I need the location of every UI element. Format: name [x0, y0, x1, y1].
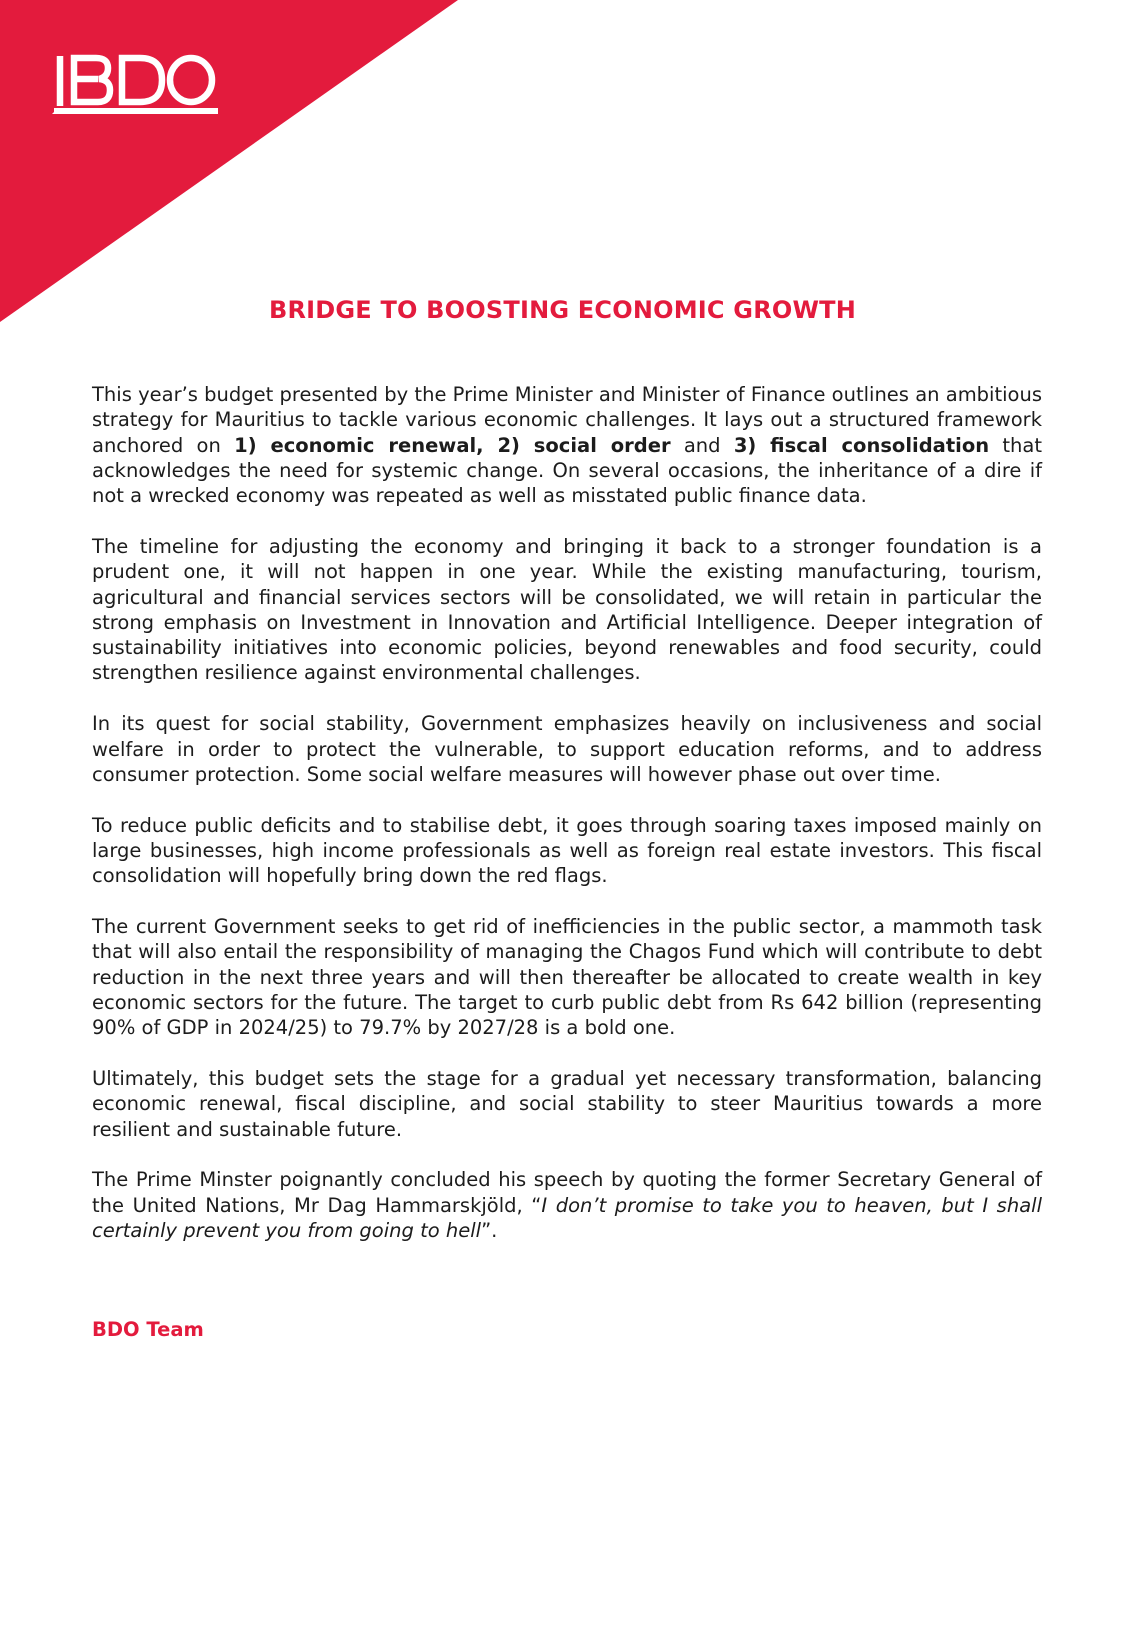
- page-title: BRIDGE TO BOOSTING ECONOMIC GROWTH: [268, 296, 857, 324]
- paragraph-deficits: To reduce public deficits and to stabilise debt, it goes through soaring taxes imposed mainly on large businesses, high income professionals as well as foreign real estate investors. This fiscal consolidation will hopefully bring down the red flags.: [92, 813, 1042, 888]
- text-run: This year’s budget presented by the Prime Minister and Minister of Finance outlines an ambitious strategy for Mauritius to tackle various economic challenges. It lays out a structured framework anchored on: [92, 383, 1042, 457]
- text-run: that acknowledges the need for systemic change. On several occasions, the inheritance of a dire if not a wrecked economy was repeated as well as misstated public finance data.: [92, 433, 1042, 508]
- bold-run: 3) fiscal consolidation: [733, 433, 990, 457]
- text-run: The Prime Minster poignantly concluded his speech by quoting the former Secretary General of the United Nations, Mr Dag Hammarskjöld, “: [92, 1168, 1042, 1217]
- bdo-logo: [52, 50, 222, 120]
- document-body: [92, 382, 1042, 1269]
- italic-quote: I don’t promise to take you to heaven, but I shall certainly prevent you from going to hell: [92, 1193, 1042, 1243]
- signature: BDO Team: [92, 1318, 204, 1341]
- paragraph-public-sector: The current Government seeks to get rid of inefficiencies in the public sector, a mammoth task that will also entail the responsibility of managing the Chagos Fund which will contribute to debt reduction in the next three years and will then thereafter be allocated to create wealth in key economic sectors for the future. The target to curb public debt from Rs 642 billion (representing 90% of GDP in 2024/25) to 79.7% by 2027/28 is a bold one.: [92, 915, 1042, 1040]
- paragraph-intro: [92, 382, 1042, 508]
- paragraph-social-stability: In its quest for social stability, Government emphasizes heavily on inclusiveness and social welfare in order to protect the vulnerable, to support education reforms, and to address consumer protection. Some social welfare measures will however phase out over time.: [92, 712, 1042, 786]
- paragraph-quote: [92, 1167, 1042, 1243]
- paragraph-conclusion: Ultimately, this budget sets the stage for a gradual yet necessary transformation, balancing economic renewal, fiscal discipline, and social stability to steer Mauritius towards a more resilient and sustainable future.: [92, 1067, 1042, 1141]
- text-run: ”.: [481, 1219, 498, 1243]
- bold-run: 1) economic renewal, 2) social order: [234, 433, 671, 457]
- paragraph-timeline: The timeline for adjusting the economy and bringing it back to a stronger foundation is a prudent one, it will not happen in one year. While the existing manufacturing, tourism, agricultural and financial services sectors will be consolidated, we will retain in particular the strong emphasis on Investment in Innovation and Artificial Intelligence. Deeper integration of sustainability initiatives into economic policies, beyond renewables and food security, could strengthen resilience against environmental challenges.: [92, 534, 1042, 685]
- text-run: and: [670, 433, 734, 457]
